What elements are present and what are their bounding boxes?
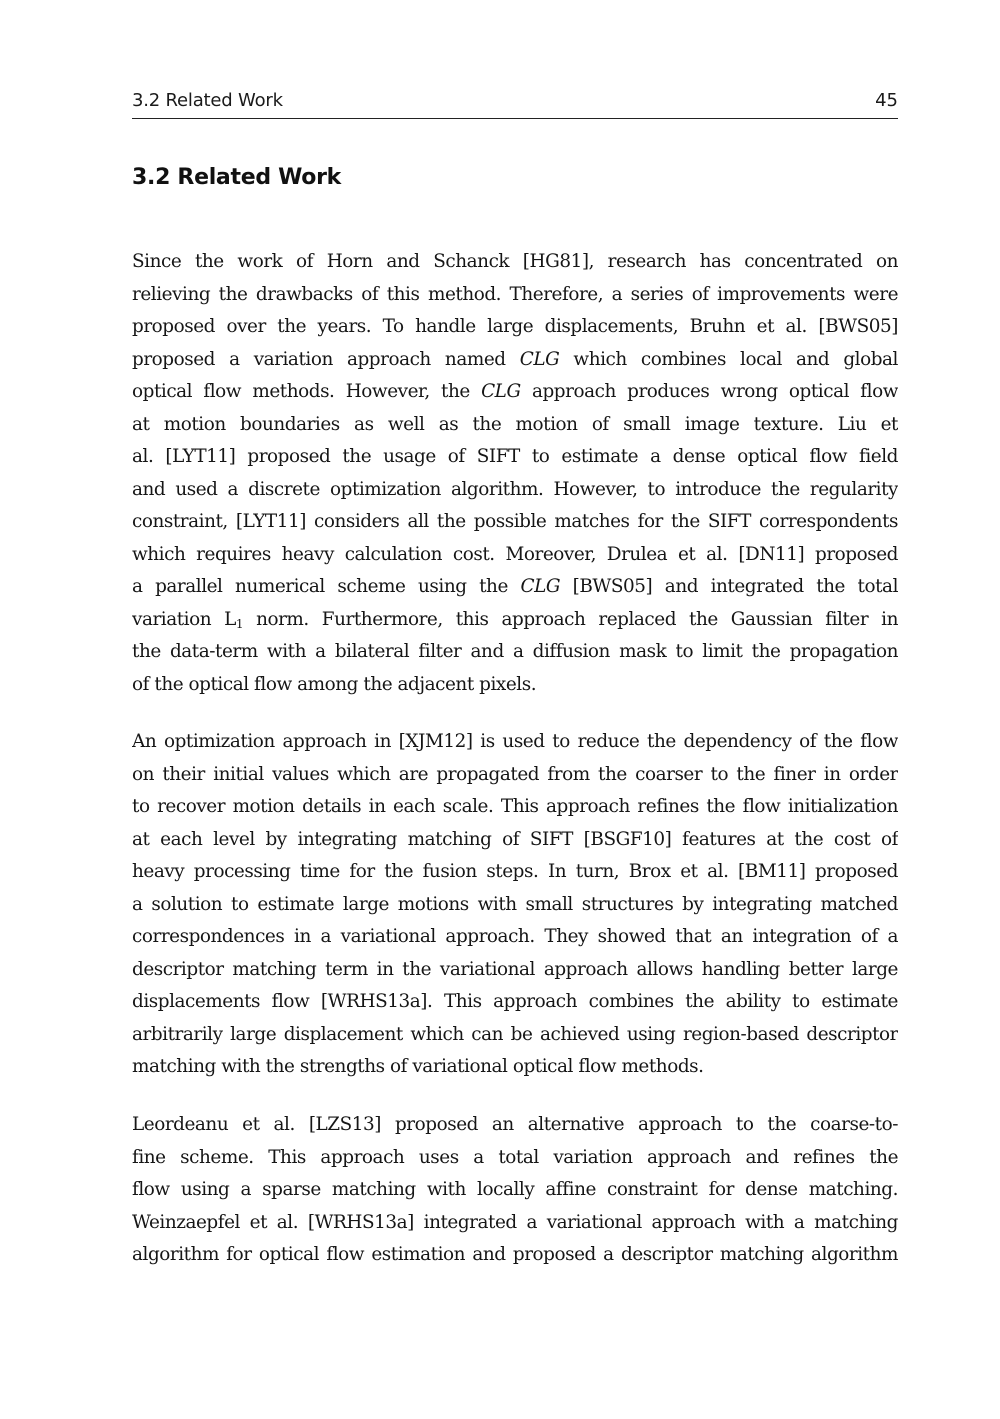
text-run: norm. Furthermore, this approach replaced the Gaussian filter in [243, 608, 898, 630]
text-run: at each level by integrating matching of SIFT [BSGF10] features at the cost of [132, 828, 898, 850]
text-line [132, 441, 898, 474]
math-italic: CLG [481, 381, 521, 402]
subscript: 1 [235, 616, 244, 631]
paragraph [132, 726, 898, 1084]
text-run: displacements flow [WRHS13a]. This approach combines the ability to estimate [132, 991, 898, 1012]
text-line [132, 1239, 898, 1272]
text-run: fine scheme. This approach uses a total variation approach and refines the [132, 1146, 898, 1168]
text-run: [BWS05] and integrated the total [560, 576, 898, 597]
text-line [132, 889, 898, 922]
text-line [132, 986, 898, 1019]
text-line [132, 539, 898, 572]
text-run: Leordeanu et al. [LZS13] proposed an alternative approach to the coarse-to- [132, 1114, 898, 1135]
text-line [132, 409, 898, 442]
text-run: a parallel numerical scheme using the [132, 576, 521, 597]
text-line [132, 669, 898, 702]
text-line [132, 759, 898, 792]
text-run: to recover motion details in each scale. This approach refines the flow initialization [132, 796, 898, 817]
text-run: on their initial values which are propagated from the coarser to the finer in order [132, 763, 898, 785]
text-run: the data-term with a bilateral filter and a diffusion mask to limit the propagation [132, 641, 898, 662]
running-header [132, 88, 898, 119]
text-run: constraint, [LYT11] considers all the possible matches for the SIFT correspondents [132, 511, 898, 532]
text-line [132, 279, 898, 312]
text-line [132, 824, 898, 857]
text-line [132, 376, 898, 409]
text-run: variation L [132, 608, 236, 630]
text-line [132, 474, 898, 507]
text-line [132, 571, 898, 604]
text-run: An optimization approach in [XJM12] is used to reduce the dependency of the flow [132, 731, 898, 752]
text-run: approach produces wrong optical flow [520, 381, 898, 402]
math-italic: CLG [520, 576, 561, 597]
text-run: matching with the strengths of variational optical flow methods. [132, 1056, 704, 1077]
text-run: flow using a sparse matching with locally affine constraint for dense matching. [132, 1179, 898, 1200]
text-line [132, 954, 898, 987]
text-run: of the optical flow among the adjacent pixels. [132, 673, 537, 695]
text-run: which combines local and global [559, 348, 898, 370]
text-line [132, 1207, 898, 1240]
text-run: and used a discrete optimization algorithm. However, to introduce the regularity [132, 478, 898, 500]
text-run: relieving the drawbacks of this method. Therefore, a series of improvements were [132, 283, 898, 305]
text-run: a solution to estimate large motions with small structures by integrating matched [132, 893, 898, 915]
text-line [132, 506, 898, 539]
text-line [132, 1051, 898, 1084]
text-run: proposed a variation approach named [132, 348, 520, 370]
text-run: which requires heavy calculation cost. Moreover, Drulea et al. [DN11] proposed [132, 543, 898, 565]
text-line [132, 791, 898, 824]
text-run: heavy processing time for the fusion steps. In turn, Brox et al. [BM11] proposed [132, 861, 898, 882]
text-line [132, 1174, 898, 1207]
text-line [132, 246, 898, 279]
text-run: al. [LYT11] proposed the usage of SIFT to estimate a dense optical flow field [132, 446, 898, 467]
text-run: algorithm for optical flow estimation and proposed a descriptor matching algorithm [132, 1244, 898, 1265]
text-run: arbitrarily large displacement which can be achieved using region-based descriptor [132, 1023, 898, 1045]
text-line [132, 726, 898, 759]
text-run: correspondences in a variational approach. They showed that an integration of a [132, 926, 898, 947]
math-italic: CLG [519, 348, 560, 370]
text-run: at motion boundaries as well as the motion of small image texture. Liu et [132, 413, 898, 435]
text-line [132, 1109, 898, 1142]
running-title: 3.2 Related Work [132, 90, 283, 111]
text-line [132, 856, 898, 889]
text-line [132, 604, 898, 637]
text-run: proposed over the years. To handle large displacements, Bruhn et al. [BWS05] [132, 316, 898, 337]
text-run: optical flow methods. However, the [132, 381, 482, 402]
text-line [132, 1019, 898, 1052]
text-line [132, 636, 898, 669]
text-line [132, 921, 898, 954]
text-line [132, 311, 898, 344]
page-number: 45 [875, 90, 898, 111]
paragraph [132, 1109, 898, 1272]
text-run: Weinzaepfel et al. [WRHS13a] integrated a variational approach with a matching [132, 1211, 898, 1233]
paragraph [132, 246, 898, 701]
section-heading: 3.2 Related Work [132, 165, 342, 190]
text-run: Since the work of Horn and Schanck [HG81], research has concentrated on [132, 251, 898, 272]
text-line [132, 344, 898, 377]
text-line [132, 1142, 898, 1175]
text-run: descriptor matching term in the variational approach allows handling better large [132, 958, 898, 980]
